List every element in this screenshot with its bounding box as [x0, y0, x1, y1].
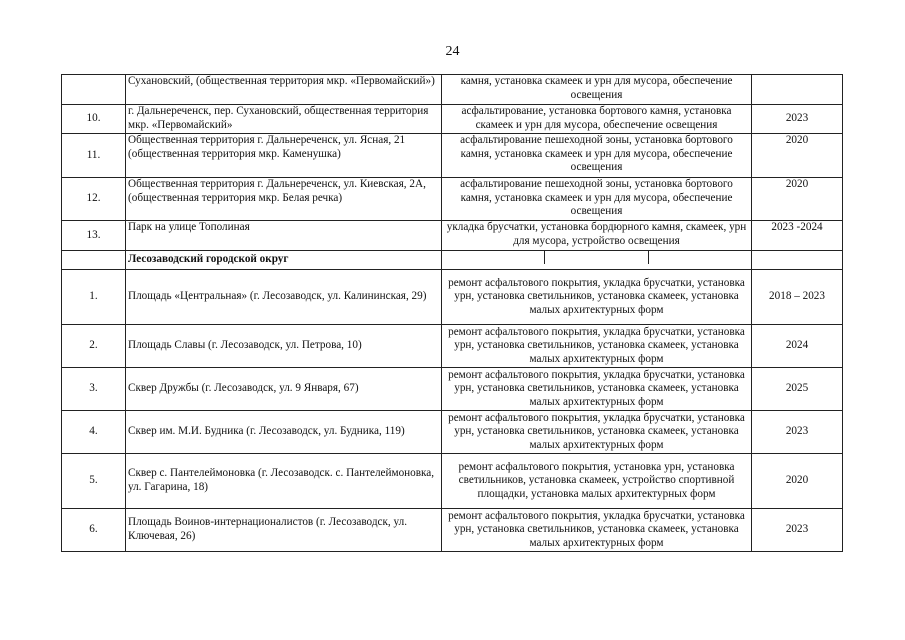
work-description: ремонт асфальтового покрытия, укладка брусчатки, установка урн, установка светильников, установка скамеек, установка малых архитектурных форм: [442, 325, 752, 368]
work-description: асфальтирование, установка бортового камня, установка скамеек и урн для мусора, обеспечение освещения: [442, 105, 752, 134]
row-number: [62, 75, 126, 105]
year-cell: 2023: [752, 509, 843, 552]
row-number: 6.: [62, 509, 126, 552]
year-cell: 2024: [752, 325, 843, 368]
table-row: [62, 178, 843, 221]
work-description: [442, 251, 752, 270]
work-description: ремонт асфальтового покрытия, установка урн, установка светильников, установка скамеек, устройство спортивной площадки, установка малых архитектурных форм: [442, 454, 752, 509]
section-row: [62, 251, 843, 270]
table-row: [62, 325, 843, 368]
row-number: 4.: [62, 411, 126, 454]
table-row: [62, 105, 843, 134]
work-description: ремонт асфальтового покрытия, укладка брусчатки, установка урн, установка светильников, установка скамеек, установка малых архитектурных форм: [442, 270, 752, 325]
territory-name: Общественная территория г. Дальнереченск, ул. Киевская, 2А, (общественная территория мкр. Белая речка): [126, 178, 442, 221]
territory-name: Площадь «Центральная» (г. Лесозаводск, ул. Калининская, 29): [126, 270, 442, 325]
year-cell: [752, 75, 843, 105]
year-cell: [752, 251, 843, 270]
year-cell: 2023: [752, 105, 843, 134]
territory-name: Площадь Славы (г. Лесозаводск, ул. Петрова, 10): [126, 325, 442, 368]
territory-name: Сквер с. Пантелеймоновка (г. Лесозаводск. с. Пантелеймоновка, ул. Гагарина, 18): [126, 454, 442, 509]
table-row: [62, 270, 843, 325]
row-number: 13.: [62, 221, 126, 251]
territory-name: г. Дальнереченск, пер. Сухановский, общественная территория мкр. «Первомайский»: [126, 105, 442, 134]
work-description: камня, установка скамеек и урн для мусора, обеспечение освещения: [442, 75, 752, 105]
year-cell: 2018 – 2023: [752, 270, 843, 325]
table-row: [62, 509, 843, 552]
territory-name: Площадь Воинов-интернационалистов (г. Лесозаводск, ул. Ключевая, 26): [126, 509, 442, 552]
work-description: ремонт асфальтового покрытия, укладка брусчатки, установка урн, установка светильников, установка скамеек, установка малых архитектурных форм: [442, 368, 752, 411]
year-cell: 2020: [752, 134, 843, 178]
table-row: [62, 75, 843, 105]
row-number: 5.: [62, 454, 126, 509]
table-row: [62, 134, 843, 178]
split-cells: [442, 251, 751, 264]
table-row: [62, 411, 843, 454]
territory-name: Общественная территория г. Дальнереченск, ул. Ясная, 21 (общественная территория мкр. Каменушка): [126, 134, 442, 178]
page-number: 24: [445, 44, 460, 59]
row-number: 1.: [62, 270, 126, 325]
year-cell: 2023: [752, 411, 843, 454]
row-number: 2.: [62, 325, 126, 368]
work-description: укладка брусчатки, установка бордюрного камня, скамеек, урн для мусора, устройство освещения: [442, 221, 752, 251]
row-number: 3.: [62, 368, 126, 411]
work-description: асфальтирование пешеходной зоны, установка бортового камня, установка скамеек и урн для мусора, обеспечение освещения: [442, 178, 752, 221]
territory-name: Сквер Дружбы (г. Лесозаводск, ул. 9 Января, 67): [126, 368, 442, 411]
territories-table: [61, 74, 843, 552]
year-cell: 2020: [752, 178, 843, 221]
section-title: Лесозаводский городской округ: [126, 251, 442, 270]
year-cell: 2020: [752, 454, 843, 509]
row-number: [62, 251, 126, 270]
row-number: 10.: [62, 105, 126, 134]
table-row: [62, 454, 843, 509]
table-row: [62, 221, 843, 251]
work-description: ремонт асфальтового покрытия, укладка брусчатки, установка урн, установка светильников, установка скамеек, установка малых архитектурных форм: [442, 411, 752, 454]
territory-name: Сквер им. М.И. Будника (г. Лесозаводск, ул. Будника, 119): [126, 411, 442, 454]
year-cell: 2023 -2024: [752, 221, 843, 251]
work-description: асфальтирование пешеходной зоны, установка бортового камня, установка скамеек и урн для мусора, обеспечение освещения: [442, 134, 752, 178]
territory-name: Сухановский, (общественная территория мкр. «Первомайский»): [126, 75, 442, 105]
row-number: 11.: [62, 134, 126, 178]
territory-name: Парк на улице Тополиная: [126, 221, 442, 251]
table-row: [62, 368, 843, 411]
row-number: 12.: [62, 178, 126, 221]
year-cell: 2025: [752, 368, 843, 411]
work-description: ремонт асфальтового покрытия, укладка брусчатки, установка урн, установка светильников, установка скамеек, установка малых архитектурных форм: [442, 509, 752, 552]
